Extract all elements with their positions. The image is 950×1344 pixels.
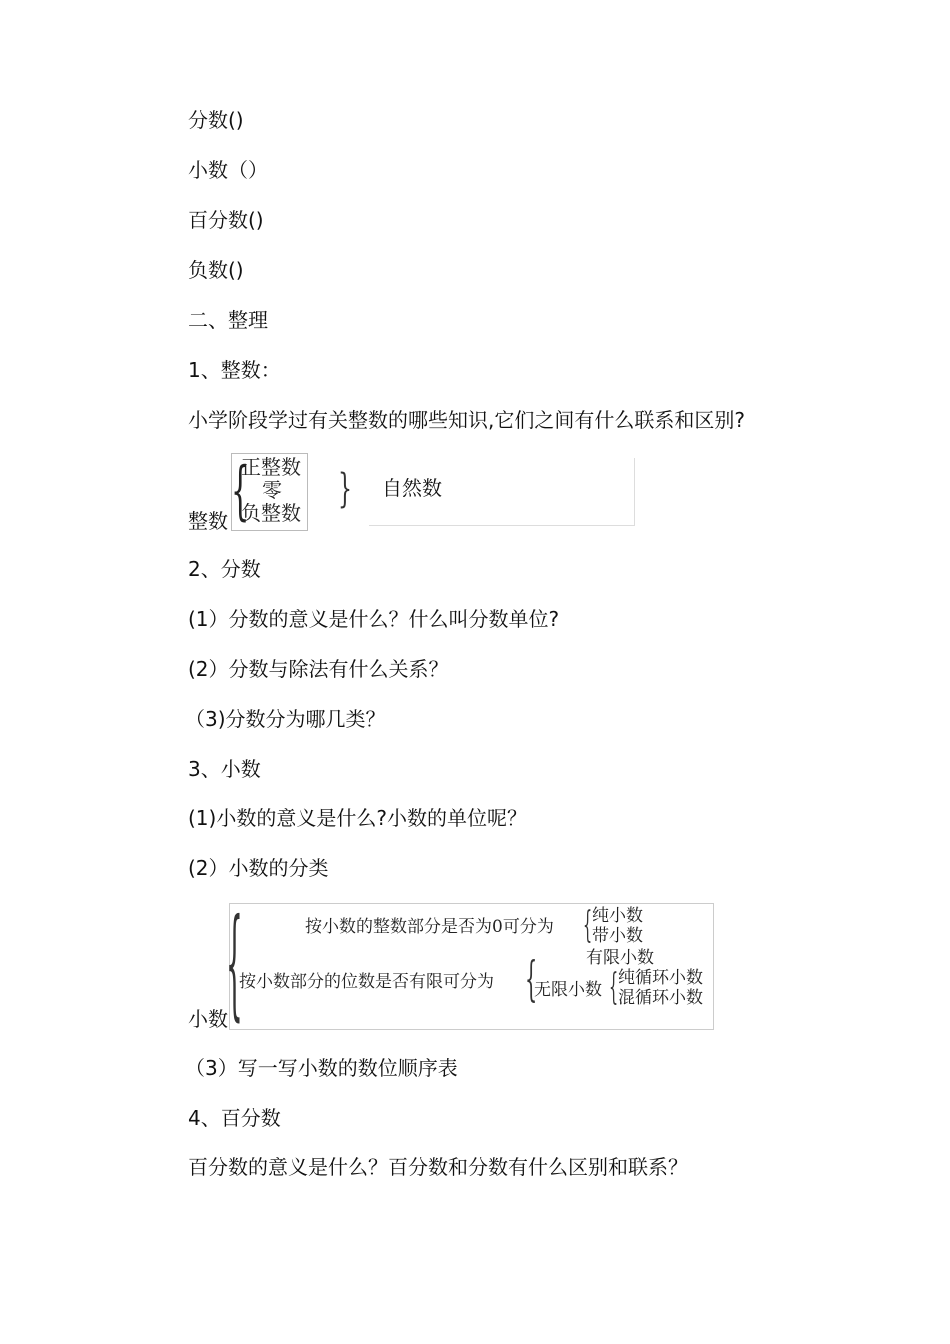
integer-root-label: 整数 [188,509,228,533]
section-heading-organize: 二、整理 [188,308,268,332]
question-decimal-meaning: (1)小数的意义是什么?小数的单位呢？ [188,806,527,830]
heading-percent: 4、百分数 [188,1106,281,1130]
text-fraction-blank: 分数() [188,108,244,132]
item-mixed-decimal: 带小数 [592,926,643,946]
brace-icon: { [609,967,619,1008]
integer-item-negative: 负整数 [241,501,301,525]
question-fraction-types: （3)分数分为哪几类？ [185,707,386,731]
left-brace-icon: { [231,454,250,528]
rule-integer-part: 按小数的整数部分是否为0可分为 [305,917,554,937]
text-decimal-blank: 小数（） [188,158,268,182]
question-fraction-division: (2）分数与除法有什么关系？ [188,657,449,681]
item-finite-decimal: 有限小数 [586,948,654,968]
decimal-root-label: 小数 [188,1007,228,1031]
right-brace-icon: } [338,466,352,512]
rule-decimal-digits: 按小数部分的位数是否有限可分为 [239,972,494,992]
item-pure-decimal: 纯小数 [592,906,643,926]
text-negative-blank: 负数() [188,258,244,282]
brace-icon: { [525,951,538,1007]
item-infinite-decimal: 无限小数 [534,980,602,1000]
heading-integers: 1、整数： [188,358,281,382]
question-percent: 百分数的意义是什么？百分数和分数有什么区别和联系？ [188,1155,688,1179]
item-mixed-recurring: 混循环小数 [618,988,703,1008]
integer-item-zero: 零 [262,478,282,502]
question-fraction-meaning: (1）分数的意义是什么？什么叫分数单位? [188,607,560,631]
task-place-value-table: （3）写一写小数的数位顺序表 [185,1056,458,1080]
natural-number-label: 自然数 [382,476,442,500]
item-pure-recurring: 纯循环小数 [618,968,703,988]
heading-fractions: 2、分数 [188,557,261,581]
heading-decimal-classification: (2）小数的分类 [188,856,329,880]
integer-item-positive: 正整数 [241,455,301,479]
question-integers: 小学阶段学过有关整数的哪些知识,它们之间有什么联系和区别? [188,408,745,432]
text-percent-blank: 百分数() [188,208,264,232]
brace-icon: { [583,905,593,946]
outer-brace-icon: { [226,894,243,1033]
heading-decimals: 3、小数 [188,757,261,781]
